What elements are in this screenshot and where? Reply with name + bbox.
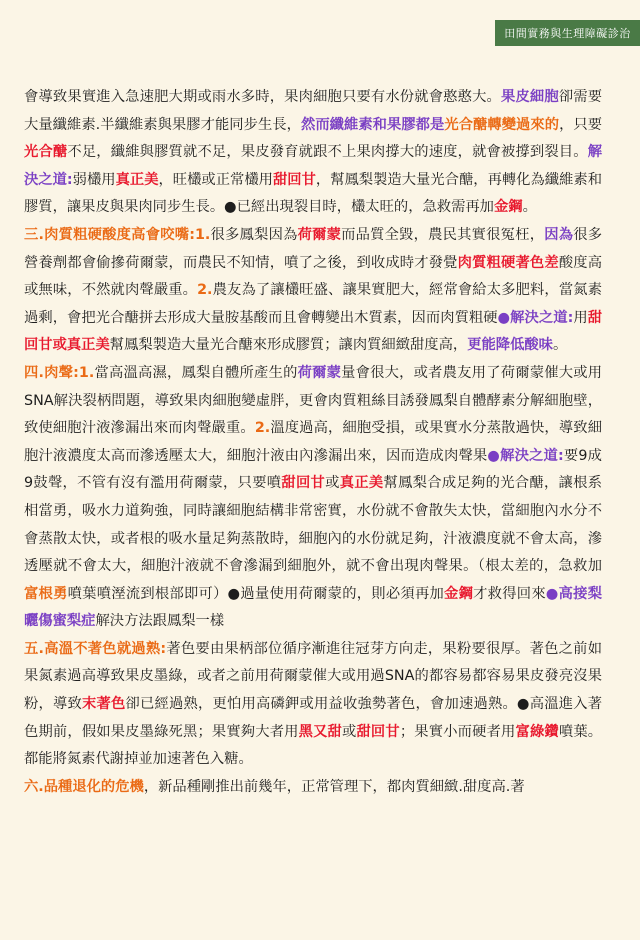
highlight-text: 金鋼 bbox=[493, 199, 523, 216]
text-run: 著色要由果柄部位循序漸進往冠芽方向走，果粉要很厚。著色之前如果氮素過高導致果皮墨綠，或者之前用荷爾蒙催大或用過SNA的都容易都容易果皮發亮沒果粉，導致 bbox=[24, 640, 602, 713]
paragraph-six-variety-decline bbox=[24, 774, 602, 802]
text-run: 不足，纖維與膠質就不足，果皮發育就跟不上果肉撐大的速度，就會被撐到裂目。 bbox=[67, 144, 588, 161]
highlight-text: 三.肉質粗硬酸度高會咬嘴: bbox=[24, 226, 195, 243]
text-run: 用 bbox=[573, 309, 588, 326]
text-run: 很多鳳梨因為 bbox=[210, 226, 298, 243]
highlight-text: 2. bbox=[197, 282, 213, 299]
text-run: ，新品種剛推出前幾年，正常管理下，都肉質細緻.甜度高.著 bbox=[143, 778, 525, 795]
highlight-text: 1. bbox=[194, 226, 211, 243]
text-run: 弱欉用 bbox=[72, 171, 116, 188]
highlight-text: 富綠鑽 bbox=[515, 723, 559, 740]
text-run: 才救得回來 bbox=[473, 585, 546, 602]
highlight-text: 六.品種退化的危機 bbox=[24, 778, 144, 795]
highlight-text: 真正美 bbox=[115, 171, 159, 188]
highlight-text: 2. bbox=[254, 420, 271, 437]
text-run: ，只要 bbox=[559, 116, 603, 133]
highlight-text: 五.高溫不著色就過熟: bbox=[24, 640, 167, 657]
text-run: 噴葉。都能將氮素代謝掉並加速著色入糖。 bbox=[24, 723, 603, 768]
highlight-text: 黑又甜 bbox=[298, 723, 342, 740]
highlight-text: 甜回甘 bbox=[272, 171, 316, 188]
text-run: 解決方法跟鳳梨一樣 bbox=[95, 613, 225, 630]
highlight-text: 解決之道: bbox=[24, 144, 603, 188]
highlight-text: ●高接梨曬傷蜜梨症 bbox=[24, 585, 602, 630]
highlight-text: 荷爾蒙 bbox=[297, 364, 342, 381]
highlight-text: 金鋼 bbox=[444, 585, 474, 602]
paragraph-four-flesh-sound bbox=[24, 360, 602, 636]
highlight-text: 因為 bbox=[544, 226, 574, 243]
highlight-text: 肉質粗硬著色差 bbox=[457, 254, 559, 271]
article-body bbox=[24, 84, 602, 801]
text-run: 要9成9鼓聲，不管有沒有濫用荷爾蒙，只要噴 bbox=[24, 447, 602, 492]
text-run: 農友為了讓欉旺盛、讓果實肥大，經常會給太多肥料，當氮素過剩，會把光合醣拼去形成大量胺基酸而且會轉變出木質素，因而肉質粗硬 bbox=[24, 282, 602, 326]
highlight-text: ●解決之道: bbox=[487, 447, 564, 464]
highlight-text: 1. bbox=[78, 364, 95, 381]
paragraph-crack-fruit bbox=[24, 84, 602, 222]
section-header-tab: 田間實務與生理障礙診治 bbox=[495, 20, 640, 46]
text-run: 。 bbox=[552, 337, 568, 354]
text-run: 或 bbox=[342, 723, 357, 740]
text-run: 會導致果實進入急速肥大期或雨水多時，果肉細胞只要有水份就會憨憨大。 bbox=[24, 89, 501, 105]
text-run: 卻需要大量纖維素.半纖維素與果膠才能同步生長， bbox=[24, 89, 603, 133]
text-run: 噴葉噴溼流到根部即可）●過量使用荷爾蒙的，則必須再加 bbox=[67, 585, 445, 602]
paragraph-five-overripe bbox=[24, 636, 602, 774]
text-run: 而品質全毀，農民其實很冤枉， bbox=[341, 226, 545, 243]
highlight-text: 甜回甘 bbox=[281, 475, 326, 492]
text-run: ，幫鳳梨製造大量光合醣，再轉化為纖維素和膠質，讓果皮與果肉同步生長。●已經出現裂目時，欉太旺的，急救需再加 bbox=[24, 171, 603, 216]
highlight-text: 更能降低酸味 bbox=[467, 337, 553, 354]
highlight-text: 末著色 bbox=[82, 696, 126, 713]
text-run: 酸度高或無味，不然就肉聲嚴重。 bbox=[24, 254, 603, 299]
highlight-text: ●解決之道: bbox=[497, 309, 574, 326]
highlight-text: 甜回甘或真正美 bbox=[24, 309, 603, 354]
text-run: ，旺欉或正常欉用 bbox=[158, 171, 273, 188]
text-run: ；果實小而硬者用 bbox=[399, 723, 516, 740]
highlight-text: 富根勇 bbox=[24, 585, 68, 602]
text-run: 量會很大，或者農友用了荷爾蒙催大或用SNA解決裂柄問題，導致果肉細胞變虛胖，更會肉質粗絲目誘發鳳梨自體酵素分解細胞壁，致使細胞汁液滲漏出來而肉聲嚴重。 bbox=[24, 364, 603, 437]
highlight-text: 然而纖維素和果膠都是 bbox=[300, 116, 445, 133]
text-run: 或 bbox=[325, 475, 340, 492]
text-run: 。 bbox=[522, 199, 537, 216]
highlight-text: 甜回甘 bbox=[356, 723, 400, 740]
text-run: 溫度過高，細胞受損，或果實水分蒸散過快，導致細胞汁液濃度太高而滲透壓太大，細胞汁液由內滲漏出來，因而造成肉聲果 bbox=[24, 420, 602, 464]
text-run: 當高溫高濕，鳳梨自體所產生的 bbox=[94, 364, 298, 381]
highlight-text: 四.肉聲: bbox=[24, 364, 79, 381]
text-run: 卻已經過熟，更怕用高磷鉀或用益收強勢著色，會加速過熟。●高溫進入著色期前，假如果皮墨綠死黑；果實夠大者用 bbox=[24, 696, 603, 740]
text-run: 很多營養劑都會偷摻荷爾蒙，而農民不知情，噴了之後，到收成時才發覺 bbox=[24, 226, 603, 271]
highlight-text: 荷爾蒙 bbox=[297, 226, 342, 243]
highlight-text: 光合醣轉變過來的 bbox=[444, 116, 560, 133]
text-run: 幫鳳梨製造大量光合醣來形成膠質；讓肉質細緻甜度高， bbox=[109, 337, 468, 354]
highlight-text: 果皮細胞 bbox=[500, 89, 559, 105]
highlight-text: 真正美 bbox=[339, 475, 384, 492]
paragraph-three-coarse-flesh bbox=[24, 222, 602, 360]
text-run: 幫鳳梨合成足夠的光合醣，讓根系相當勇，吸水力道夠強，同時讓細胞結構非常密實，水份就不會散失太快，當細胞內水分不會蒸散太快，或者根的吸水量足夠蒸散時，細胞內的水份就足夠，汁液濃度就不會太高，滲透壓就不會太大，細胞汁液就不會滲漏到細胞外，就不會出現肉聲果。（根太差的，急救加 bbox=[24, 475, 603, 575]
highlight-text: 光合醣 bbox=[24, 144, 68, 161]
